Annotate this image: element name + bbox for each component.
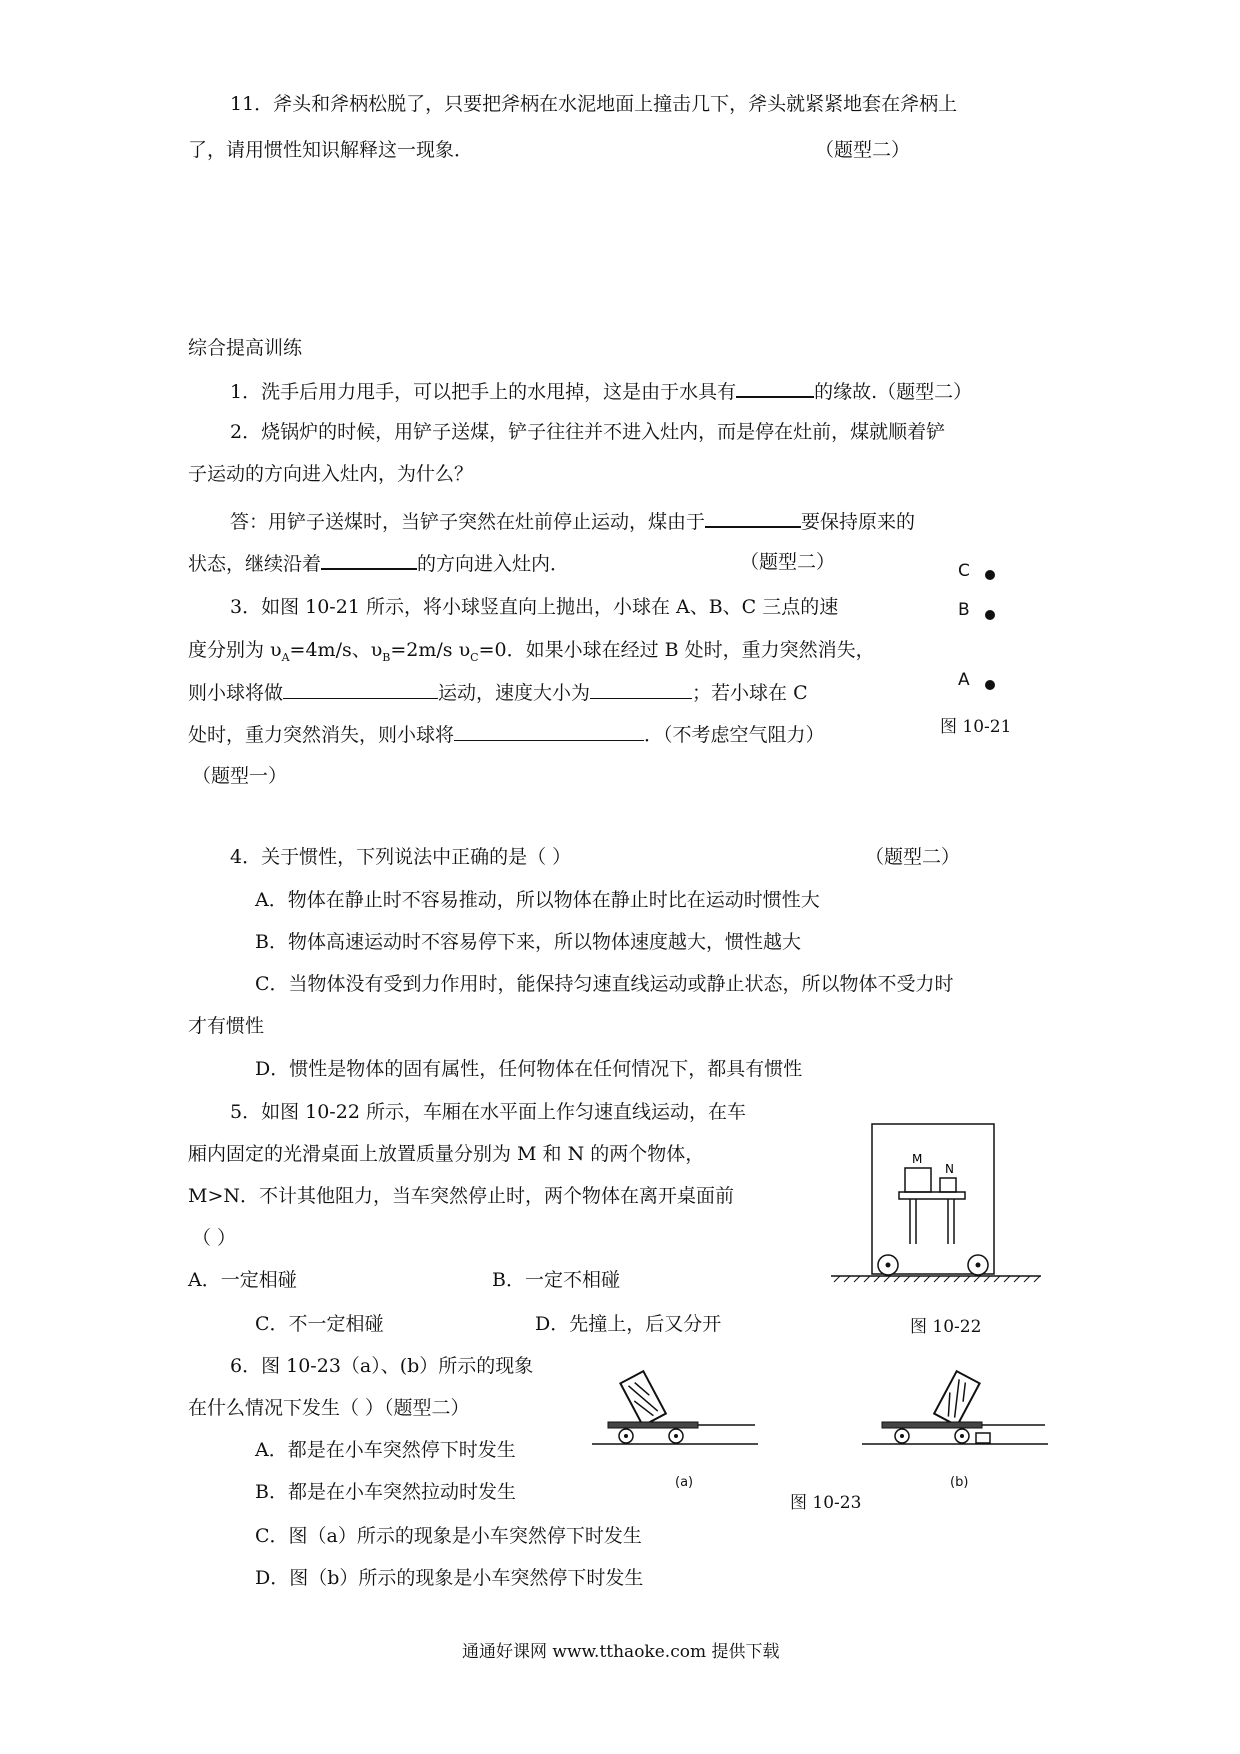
obstacle-b [976, 1433, 990, 1443]
fig23-caption: 图 10-23 [790, 1493, 862, 1513]
q3-line2-c: =2m/s υ [390, 639, 471, 661]
tipped-block-b [934, 1371, 979, 1426]
figure-10-22 [826, 1120, 1046, 1300]
q3-line3-c: ；若小球在 C [692, 682, 808, 704]
q3-sub-b: B [382, 650, 391, 664]
block-n [940, 1178, 956, 1192]
figure-10-23-b [860, 1362, 1050, 1467]
ground-hatching [834, 1276, 1040, 1282]
q5-line1: 5．如图 10-22 所示，车厢在水平面上作匀速直线运动，在车 [230, 1101, 746, 1123]
ball-c [985, 570, 995, 580]
fig23-label-a: (a) [675, 1475, 694, 1490]
q3-line3 [188, 680, 808, 705]
q6-line2: 在什么情况下发生（ ）（题型二） [188, 1397, 470, 1419]
block-m [905, 1168, 931, 1192]
q6-option-b: B．都是在小车突然拉动时发生 [255, 1481, 516, 1503]
figure-10-21 [940, 555, 1020, 705]
q11-line1: 11．斧头和斧柄松脱了，只要把斧柄在水泥地面上撞击几下，斧头就紧紧地套在斧柄上 [230, 93, 958, 115]
q2-ans-pre: 答：用铲子送煤时，当铲子突然在灶前停止运动，煤由于 [230, 511, 706, 533]
q3-line2-a: 度分别为 υ [188, 639, 282, 661]
q11-tag: （题型二） [815, 139, 911, 161]
q4-option-d: D．惯性是物体的固有属性，任何物体在任何情况下，都具有惯性 [255, 1058, 803, 1080]
cart-a-wheel-left-hub [624, 1434, 628, 1438]
q3-line1: 3．如图 10-21 所示，将小球竖直向上抛出，小球在 A、B、C 三点的速 [230, 596, 839, 618]
q2-line4-pre: 状态，继续沿着 [188, 553, 322, 575]
q3-blank-2 [590, 680, 692, 699]
table-top [899, 1192, 965, 1199]
q3-sub-a: A [281, 650, 290, 664]
cart-b-board [882, 1422, 982, 1428]
cart-a-wheel-right-hub [674, 1434, 678, 1438]
q6-option-a: A．都是在小车突然停下时发生 [255, 1439, 516, 1461]
q5-line2: 厢内固定的光滑桌面上放置质量分别为 M 和 N 的两个物体， [188, 1143, 705, 1165]
q2-tag: （题型二） [740, 551, 836, 573]
q1-post: 的缘故.（题型二） [814, 381, 973, 403]
q2-line4-post: 的方向进入灶内． [417, 553, 570, 575]
q4-option-c1: C．当物体没有受到力作用时，能保持匀速直线运动或静止状态，所以物体不受力时 [255, 973, 954, 995]
q5-line3: M>N．不计其他阻力，当车突然停止时，两个物体在离开桌面前 [188, 1185, 735, 1207]
q2-line1: 2．烧锅炉的时候，用铲子送煤，铲子往往并不进入灶内，而是停在灶前，煤就顺着铲 [230, 421, 946, 443]
figure-10-23-a [590, 1362, 760, 1467]
q2-line2: 子运动的方向进入灶内，为什么？ [188, 463, 474, 485]
q3-line2-b: =4m/s、υ [289, 639, 383, 661]
q5-option-c: C．不一定相碰 [255, 1313, 384, 1335]
q3-line3-b: 运动，速度大小为 [438, 682, 591, 704]
q1-text [230, 378, 972, 404]
q6-option-c: C．图（a）所示的现象是小车突然停下时发生 [255, 1525, 642, 1547]
q5-option-d: D．先撞上，后又分开 [535, 1313, 722, 1335]
q2-answer-line [230, 508, 915, 534]
q3-blank-3 [454, 722, 644, 741]
section-title: 综合提高训练 [188, 337, 303, 359]
fig21-label-c: C [958, 561, 970, 581]
q1-blank [736, 378, 814, 398]
q3-line3-a: 则小球将做 [188, 682, 284, 704]
q4-option-c2: 才有惯性 [188, 1015, 265, 1037]
q3-line2 [188, 638, 875, 670]
q1-pre: 1．洗手后用力甩手，可以把手上的水甩掉，这是由于水具有 [230, 381, 737, 403]
ball-b [985, 610, 995, 620]
q6-option-d: D．图（b）所示的现象是小车突然停下时发生 [255, 1567, 644, 1589]
q2-blank-1 [705, 508, 801, 528]
q2-line4 [188, 550, 569, 576]
q2-blank-2 [321, 550, 417, 570]
fig21-caption: 图 10-21 [940, 717, 1012, 737]
fig21-label-b: B [958, 600, 970, 620]
q5-option-a: A．一定相碰 [188, 1269, 297, 1291]
q4-tag: （题型二） [865, 846, 961, 868]
q4-option-b: B．物体高速运动时不容易停下来，所以物体速度越大，惯性越大 [255, 931, 801, 953]
cart-a-board [608, 1422, 698, 1428]
q4-stem: 4．关于惯性，下列说法中正确的是（ ） [230, 846, 572, 868]
wheel-left-hub [886, 1263, 891, 1268]
cart-b-wheel-right-hub [960, 1434, 964, 1438]
q3-line4-b: ．（不考虑空气阻力） [644, 724, 825, 746]
q3-line2-d: =0．如果小球在经过 B 处时，重力突然消失， [478, 639, 875, 661]
fig21-label-a: A [958, 670, 970, 690]
label-m: M [912, 1152, 923, 1166]
q3-sub-c: C [470, 650, 479, 664]
q3-line4 [188, 722, 825, 747]
cart-b-wheel-left-hub [900, 1434, 904, 1438]
q4-option-a: A．物体在静止时不容易推动，所以物体在静止时比在运动时惯性大 [255, 889, 820, 911]
fig23-label-b: (b) [950, 1475, 969, 1490]
q3-line4-a: 处时，重力突然消失，则小球将 [188, 724, 455, 746]
q11-line2: 了，请用惯性知识解释这一现象． [188, 139, 474, 161]
tipped-block-a [620, 1371, 665, 1426]
q3-tag: （题型一） [192, 765, 288, 787]
fig22-caption: 图 10-22 [910, 1317, 982, 1337]
label-n: N [945, 1162, 954, 1176]
q3-blank-1 [283, 680, 438, 699]
q5-paren: （ ） [192, 1227, 237, 1249]
wheel-right-hub [976, 1263, 981, 1268]
page-footer: 通通好课网 www.tthaoke.com 提供下载 [462, 1642, 780, 1662]
ball-a [985, 680, 995, 690]
q5-option-b: B．一定不相碰 [492, 1269, 620, 1291]
q6-line1: 6．图 10-23（a）、(b）所示的现象 [230, 1355, 534, 1377]
q2-ans-post: 要保持原来的 [801, 511, 916, 533]
